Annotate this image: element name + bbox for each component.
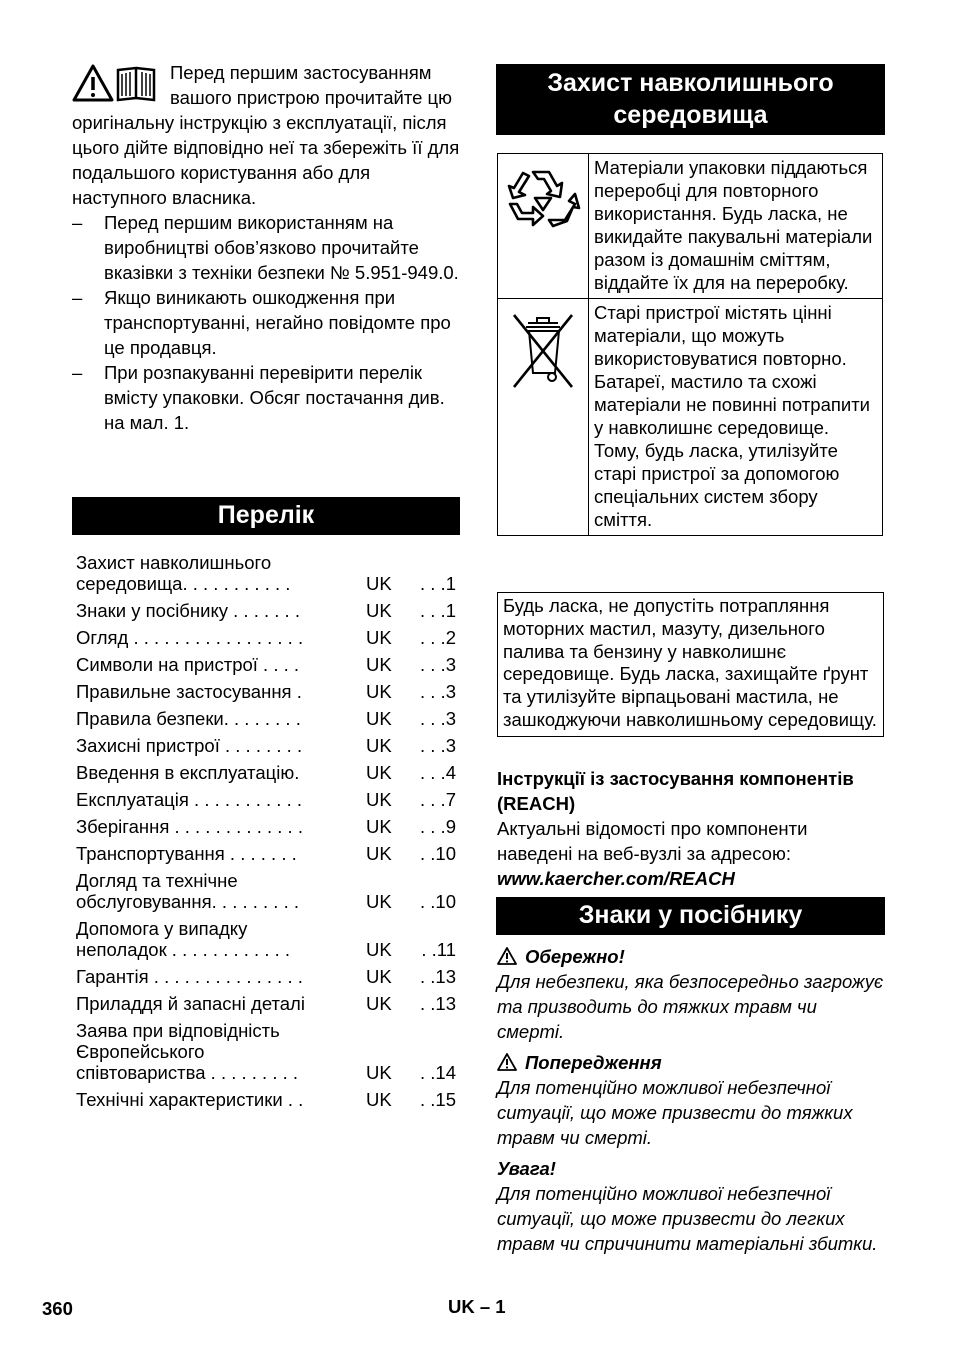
toc-item-page: . .13 (420, 993, 456, 1014)
toc-item[interactable] (76, 654, 456, 675)
bin-cell (498, 299, 589, 536)
table-of-contents (76, 552, 456, 1116)
toc-item[interactable] (76, 789, 456, 810)
toc-item-page: . . .3 (420, 708, 456, 729)
toc-item-title: Захист навколишнього середовища. . . . . . . . . . . (76, 552, 291, 594)
toc-item-page: . .11 (421, 939, 456, 960)
toc-item-lang: UK (366, 843, 392, 864)
recycling-cell (498, 154, 589, 299)
table-row (498, 154, 883, 299)
danger-label: Обережно! (525, 946, 625, 967)
toc-item[interactable] (76, 708, 456, 729)
toc-item-lang: UK (366, 708, 392, 729)
toc-item-page: . . .1 (420, 600, 456, 621)
toc-item-title: Знаки у посібнику . . . . . . . (76, 600, 300, 621)
toc-item-lang: UK (366, 1089, 392, 1110)
toc-item-title: Правильне застосування . (76, 681, 302, 702)
list-item: – Перед першим використанням на виробництві обов’язково прочитайте вказівки з техніки безпеки № 5.951-949.0. (72, 210, 464, 285)
toc-item-title: Експлуатація . . . . . . . . . . . (76, 789, 302, 810)
toc-item[interactable] (76, 600, 456, 621)
toc-item-page: . . .4 (420, 762, 456, 783)
toc-item-page: . . .2 (420, 627, 456, 648)
toc-item[interactable] (76, 1089, 456, 1110)
toc-item[interactable] (76, 843, 456, 864)
danger-text: Для небезпеки, яка безпосередньо загрожує та призводить до тяжких травм чи смерті. (497, 971, 884, 1042)
toc-item-lang: UK (366, 573, 392, 594)
toc-item-lang: UK (366, 816, 392, 837)
page-number: 360 (42, 1298, 73, 1319)
list-item: – При розпакуванні перевірити перелік вмісту упаковки. Обсяг постачання див. на мал. 1. (72, 360, 464, 435)
toc-item-title: Приладдя й запасні деталі (76, 993, 305, 1014)
toc-item-title: Введення в експлуатацію. (76, 762, 300, 783)
toc-item[interactable] (76, 816, 456, 837)
reach-heading: Інструкції із застосування компонентів (REACH) (497, 768, 854, 814)
toc-item-lang: UK (366, 891, 392, 912)
toc-item[interactable] (76, 993, 456, 1014)
toc-item-page: . .13 (420, 966, 456, 987)
toc-item-page: . . .1 (420, 573, 456, 594)
list-item: – Якщо виникають ошкодження при транспортуванні, негайно повідомте про це продавця. (72, 285, 464, 360)
warning-text: Для потенційно можливої небезпечної ситуації, що може призвести до тяжких травм чи смерті. (497, 1077, 853, 1148)
table-row (498, 299, 883, 536)
toc-item-title: Зберігання . . . . . . . . . . . . . (76, 816, 303, 837)
toc-item-lang: UK (366, 789, 392, 810)
signs-heading: Знаки у посібнику (496, 897, 885, 935)
toc-item-page: . .14 (420, 1062, 456, 1083)
toc-item[interactable] (76, 627, 456, 648)
reach-section (497, 766, 887, 891)
section-page-label: UK – 1 (448, 1296, 506, 1317)
toc-item-lang: UK (366, 681, 392, 702)
toc-item-title: Правила безпеки. . . . . . . . (76, 708, 301, 729)
toc-item-page: . .10 (420, 891, 456, 912)
toc-item-page: . . .9 (420, 816, 456, 837)
toc-item[interactable] (76, 681, 456, 702)
toc-item-lang: UK (366, 1062, 392, 1083)
toc-item-lang: UK (366, 600, 392, 621)
toc-item-title: Символи на пристрої . . . . (76, 654, 300, 675)
toc-item-lang: UK (366, 966, 392, 987)
toc-item-page: . . .3 (420, 654, 456, 675)
environment-table (497, 153, 883, 536)
toc-item-title: Заява при відповідність Європейського співтовариства . . . . . . . . . (76, 1020, 299, 1083)
toc-item[interactable] (76, 735, 456, 756)
toc-item-lang: UK (366, 627, 392, 648)
danger-heading (497, 944, 887, 969)
toc-item-page: . . .3 (420, 735, 456, 756)
toc-item-title: Догляд та технічне обслуговування. . . . . . . . . (76, 870, 300, 912)
toc-item-title: Гарантія . . . . . . . . . . . . . . . (76, 966, 303, 987)
oil-notice-box: Будь ласка, не допустіть потрапляння моторних мастил, мазуту, дизельного палива та бензину у навколишнє середовище. Будь ласка, захищайте ґрунт та утилізуйте вірпацьовані мастила, не зашкоджуючи навколишньому середовищу. (497, 592, 884, 737)
warning-read-manual-icon (72, 62, 164, 106)
toc-item-lang: UK (366, 993, 392, 1014)
intro-paragraph: Перед першим застосуванням вашого пристрою прочитайте цю оригінальну інструкцію з експлуатації, після цього дійте відповідно неї та збережіть її для подальшого користування або для наступного власника. (72, 62, 460, 208)
toc-item[interactable] (76, 966, 456, 987)
old-devices-text: Старі пристрої містять цінні матеріали, що можуть використовуватися повторно. Батареї, мастило та схожі матеріали не повинні потрапити у навколишнє середовище. Тому, будь ласка, утилізуйте старі пристрої за допомогою спеціальних систем збору сміття. (589, 299, 883, 536)
toc-item[interactable] (76, 762, 456, 783)
toc-item-title: Транспортування . . . . . . . (76, 843, 297, 864)
reach-text: Актуальні відомості про компоненти наведені на веб-вузлі за адресою: (497, 818, 808, 864)
toc-item-lang: UK (366, 735, 392, 756)
toc-item-title: Захисні пристрої . . . . . . . . (76, 735, 303, 756)
toc-item[interactable] (76, 870, 456, 912)
toc-item-lang: UK (366, 654, 392, 675)
toc-item-title: Технічні характеристики . . (76, 1089, 304, 1110)
caution-text: Для потенційно можливої небезпечної ситуації, що може призвести до легких травм чи спричинити матеріальні збитки. (497, 1183, 878, 1254)
toc-item-lang: UK (366, 939, 392, 960)
signs-section (497, 944, 887, 1256)
crossed-bin-icon (510, 309, 576, 391)
recycling-icon (505, 164, 581, 244)
toc-heading: Перелік (72, 497, 460, 535)
toc-item-page: . .15 (420, 1089, 456, 1110)
toc-item-title: Допомога у випадку неполадок . . . . . . . . . . . . (76, 918, 291, 960)
warning-heading (497, 1050, 887, 1075)
caution-label: Увага! (497, 1158, 556, 1179)
toc-item-page: . .10 (420, 843, 456, 864)
intro-section (72, 60, 464, 435)
environment-heading: Захист навколишнього середовища (496, 64, 885, 135)
toc-item-page: . . .3 (420, 681, 456, 702)
reach-link[interactable]: www.kaercher.com/REACH (497, 868, 735, 889)
warning-triangle-icon (497, 1053, 517, 1071)
toc-item-title: Огляд . . . . . . . . . . . . . . . . . (76, 627, 304, 648)
toc-item[interactable] (76, 552, 456, 594)
toc-item-lang: UK (366, 762, 392, 783)
toc-item[interactable] (76, 918, 456, 960)
intro-bullet-list (72, 210, 464, 435)
warning-label: Попередження (525, 1052, 662, 1073)
recycling-text: Матеріали упаковки піддаються переробці для повторного використання. Будь ласка, не викидайте пакувальні матеріали разом із домашнім сміттям, віддайте їх для на переробку. (589, 154, 883, 299)
toc-item[interactable] (76, 1020, 456, 1083)
toc-item-page: . . .7 (420, 789, 456, 810)
warning-triangle-icon (497, 947, 517, 965)
